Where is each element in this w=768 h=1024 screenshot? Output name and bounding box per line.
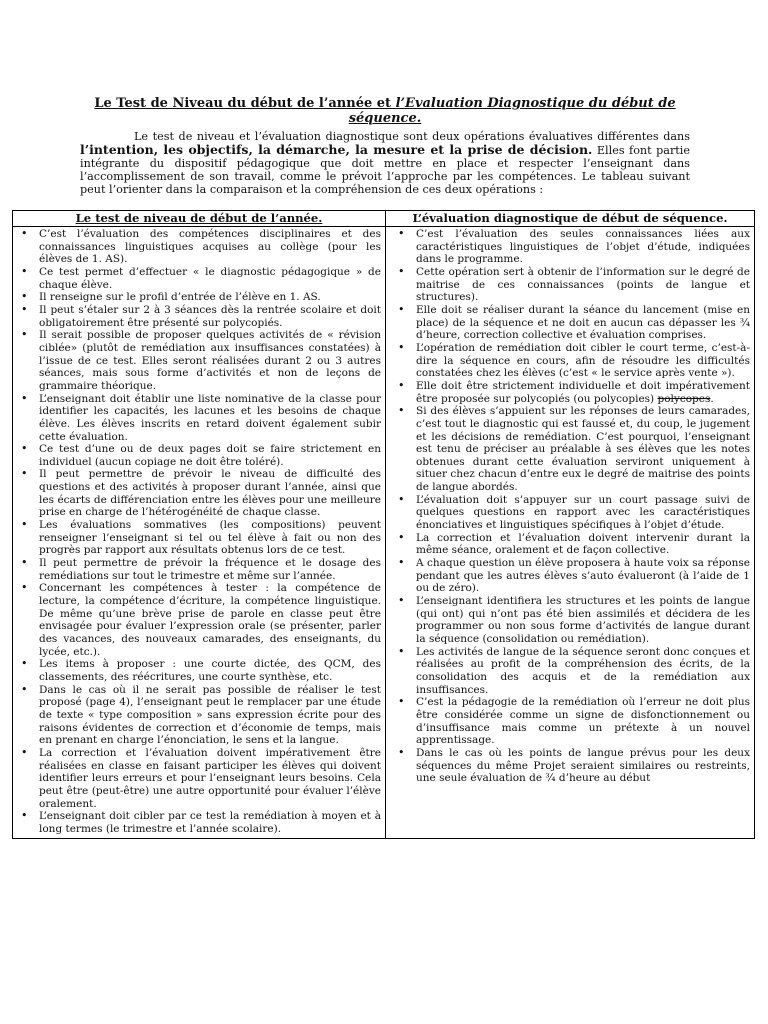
- list-item: • C’est la pédagogie de la remédiation où l’erreur ne doit plus être considérée comme un signe de disfonctionnement ou d’insuffisance mais comme un prétexte à un nouvel apprentissage.: [390, 696, 750, 747]
- list-item: • Il serait possible de proposer quelques activités de « révision ciblée» (plutôt de remédiation aux insuffisances constatées) à l’issue de ce test. Elles seront réalisées durant 2 ou 3 autres séances, mais sous forme d’activités et non de leçons de grammaire théorique.: [17, 329, 381, 392]
- title-part-1: Le Test de Niveau du début de l’année et: [94, 96, 396, 111]
- list-item: • Il peut permettre de prévoir la fréquence et le dosage des remédiations sur tout le trimestre et même sur l’année.: [17, 557, 381, 582]
- list-item: • La correction et l’évaluation doivent intervenir durant la même séance, oralement et de façon collective.: [390, 532, 750, 557]
- list-item: [390, 380, 750, 405]
- list-item: • L’enseignant identifiera les structures et les points de langue (qui ont) qui n’ont pas été bien assimilés et décidera de les programmer ou non sous forme d’activités de langue durant la séquence (consolidation ou remédiation).: [390, 595, 750, 646]
- intro-text-2: Elles font partie intégrante du dispositif pédagogique que doit mettre en place et respecter l’enseignant dans l’accomplissement de son travail, comme le prévoit l’approche par les compétences. Le tableau suivant peut l’orienter dans la comparaison et la compréhension de ces deux opérations :: [80, 144, 690, 196]
- list-item: • Les activités de langue de la séquence seront donc conçues et réalisées au profit de la compréhension des écrits, de la consolidation des acquis et de la remédiation aux insuffisances.: [390, 646, 750, 697]
- list-item: • Dans le cas où il ne serait pas possible de réaliser le test proposé (page 4), l’enseignant peut le remplacer par une étude de texte « type composition » sans expression écrite pour des raisons évidentes de correction et d’économie de temps, mais en prenant en charge l’énonciation, le sens et la langue.: [17, 684, 381, 747]
- list-item: • Il peut permettre de prévoir le niveau de difficulté des questions et des activités à proposer durant l’année, ainsi que les écarts de différenciation entre les élèves pour une meilleure prise en charge de l’hétérogénéité de chaque classe.: [17, 468, 381, 519]
- right-column: [386, 227, 755, 839]
- list-item: • C’est l’évaluation des seules connaissances liées aux caractéristiques linguistiques de l’objet d’étude, indiquées dans le programme.: [390, 228, 750, 266]
- list-item: • Si des élèves s’appuient sur les réponses de leurs camarades, c’est tout le diagnostic qui est faussé et, du coup, le jugement et les décisions de remédiation. C’est pourquoi, l’enseignant est tenu de préciser au préalable à ses élèves que les notes obtenues durant cette évaluation serviront uniquement à situer chez chacun d’entre eux le degré de maitrise des points de langue abordés.: [390, 405, 750, 494]
- intro-paragraph: [80, 130, 690, 196]
- list-item: • L’opération de remédiation doit cibler le court terme, c’est-à-dire la séquence en cours, afin de résoudre les difficultés constatées chez les élèves (c’est « le service après vente »).: [390, 342, 750, 380]
- list-item: • Il renseigne sur le profil d’entrée de l’élève en 1. AS.: [17, 291, 381, 304]
- document-page: [12, 96, 754, 839]
- list-item-tail: .: [710, 392, 714, 405]
- table-body-row: [13, 227, 755, 839]
- header-test-de-niveau: Le test de niveau de début de l’année.: [13, 211, 386, 227]
- header-evaluation-diagnostique: L’évaluation diagnostique de début de séquence.: [386, 211, 755, 227]
- list-item: • Les items à proposer : une courte dictée, des QCM, des classements, des réécritures, une courte synthèse, etc.: [17, 658, 381, 683]
- list-item: • Dans le cas où les points de langue prévus pour les deux séquences du même Projet seraient similaires ou restreints, une seule évaluation de ¾ d’heure au début: [390, 747, 750, 785]
- list-item: • L’évaluation doit s’appuyer sur un court passage suivi de quelques questions en rapport avec les caractéristiques énonciatives et linguistiques spécifiques à l’objet d’étude.: [390, 494, 750, 532]
- list-item: • La correction et l’évaluation doivent impérativement être réalisées en classe en faisant participer les élèves qui doivent identifier leurs erreurs et pour l’enseignant leurs besoins. Cela peut être (peut-être) une autre opportunité pour évaluer l’élève oralement.: [17, 747, 381, 810]
- table-header-row: [13, 211, 755, 227]
- list-item: • C’est l’évaluation des compétences disciplinaires et des connaissances linguistiques acquises au collège (pour les élèves de 1. AS).: [17, 228, 381, 266]
- right-bullet-list: [390, 228, 750, 785]
- intro-bold: l’intention, les objectifs, la démarche, la mesure et la prise de décision.: [80, 142, 593, 157]
- list-item: • Concernant les compétences à tester : la compétence de lecture, la compétence d’écriture, la compétence linguistique. De même qu’une brève prise de parole en classe peut être envisagée pour évaluer l’expression orale (se présenter, parler des vacances, des nouveaux camarades, des enseignants, du lycée, etc.).: [17, 582, 381, 658]
- struck-word: polycopes: [657, 392, 711, 405]
- left-bullet-list: [17, 228, 381, 836]
- list-item-text: Elle doit être strictement individuelle et doit impérativement être proposée sur polycopiés (ou polycopies): [416, 379, 750, 405]
- list-item: • L’enseignant doit établir une liste nominative de la classe pour identifier les capacités, les lacunes et les besoins de chaque élève. Les élèves inscrits en retard doivent également subir cette évaluation.: [17, 393, 381, 444]
- document-title: [80, 96, 690, 126]
- list-item: • L’enseignant doit cibler par ce test la remédiation à moyen et à long termes (le trimestre et l’année scolaire).: [17, 810, 381, 835]
- list-item: • Ce test permet d’effectuer « le diagnostic pédagogique » de chaque élève.: [17, 266, 381, 291]
- intro-text-1: Le test de niveau et l’évaluation diagnostique sont deux opérations évaluatives différentes dans: [134, 130, 690, 143]
- list-item: • A chaque question un élève proposera à haute voix sa réponse pendant que les autres élèves s’auto évalueront (à l’aide de 1 ou de zéro).: [390, 557, 750, 595]
- comparison-table: [12, 210, 755, 839]
- left-column: [13, 227, 386, 839]
- list-item: • Elle doit se réaliser durant la séance du lancement (mise en place) de la séquence et ne doit en aucun cas dépasser les ¾ d’heure, correction collective et évaluation comprises.: [390, 304, 750, 342]
- list-item: • Cette opération sert à obtenir de l’information sur le degré de maitrise de ces connaissances (points de langue et structures).: [390, 266, 750, 304]
- list-item: • Ce test d’une ou de deux pages doit se faire strictement en individuel (aucun copiage ne doit être toléré).: [17, 443, 381, 468]
- title-part-2: l’Evaluation Diagnostique du début de séquence.: [348, 96, 676, 126]
- list-item: • Les évaluations sommatives (les compositions) peuvent renseigner l’enseignant si tel ou tel élève à fait ou non des progrès par rapport aux résultats obtenus lors de ce test.: [17, 519, 381, 557]
- list-item: • Il peut s’étaler sur 2 à 3 séances dès la rentrée scolaire et doit obligatoirement être présenté sur polycopiés.: [17, 304, 381, 329]
